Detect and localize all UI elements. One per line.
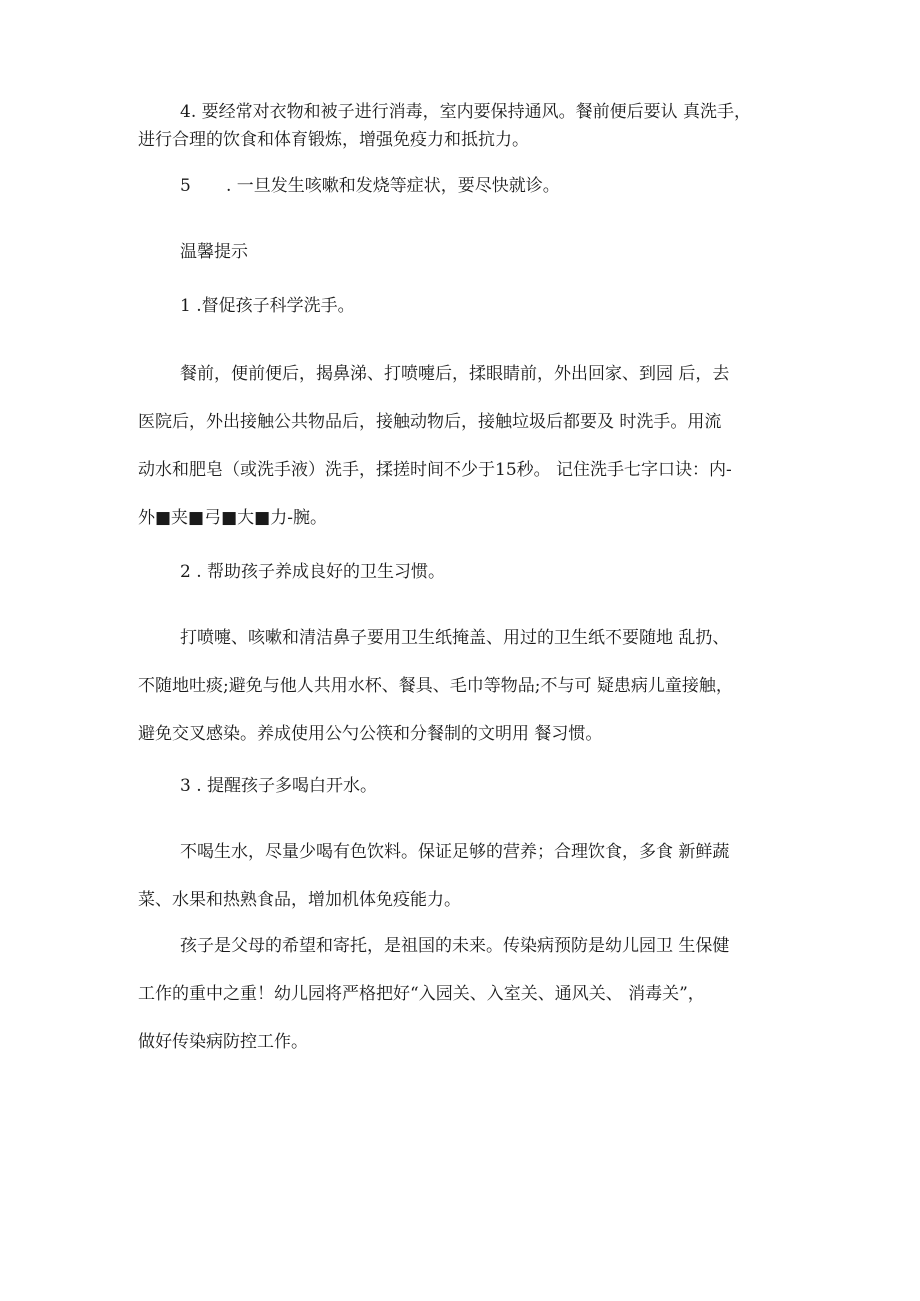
paragraph-line: 避免交叉感染。养成使用公勺公筷和分餐制的文明用 餐习惯。 [138,724,603,744]
paragraph-line: 打喷嚏、咳嗽和清洁鼻子要用卫生纸掩盖、用过的卫生纸不要随地 乱扔、 [180,628,730,648]
tip-heading: 1 .督促孩子科学洗手。 [180,296,355,316]
paragraph-line: 不喝生水，尽量少喝有色饮料。保证足够的营养；合理饮食，多食 新鲜蔬 [180,842,730,862]
tip-3-body [138,842,788,910]
tip-1-heading [138,296,788,316]
paragraph-line: 餐前，便前便后，揭鼻涕、打喷嚏后，揉眼睛前，外出回家、到园 后，去 [180,364,730,384]
item-number: 5 [180,176,191,196]
paragraph-line [138,176,788,196]
tip-1-body [138,364,788,528]
paragraph-item-5 [138,176,788,196]
tip-heading: 3 . 提醒孩子多喝白开水。 [180,776,378,796]
paragraph-line: 不随地吐痰;避免与他人共用水杯、餐具、毛巾等物品;不与可 疑患病儿童接触， [138,676,733,696]
paragraph-line: 做好传染病防控工作。 [138,1032,308,1052]
paragraph-line: 进行合理的饮食和体育锻炼，增强免疫力和抵抗力。 [138,130,529,150]
paragraph-line: 工作的重中之重！幼儿园将严格把好“入园关、入室关、通风关、 消毒关”， [138,984,705,1004]
tip-heading: 2 . 帮助孩子养成良好的卫生习惯。 [180,562,446,582]
section-heading: 温馨提示 [180,242,248,262]
paragraph-line: 动水和肥皂（或洗手液）洗手，揉搓时间不少于15秒。 记住洗手七字口诀：内- [138,460,732,480]
paragraph-line: 菜、水果和热熟食品，增加机体免疫能力。 [138,890,461,910]
item-text: . 一旦发生咳嗽和发烧等症状，要尽快就诊。 [226,176,560,196]
tip-3-heading [138,776,788,796]
paragraph-line: 孩子是父母的希望和寄托，是祖国的未来。传染病预防是幼儿园卫 生保健 [180,936,730,956]
paragraph-line: 外■夹■弓■大■力-腕。 [138,508,327,528]
closing-paragraph [138,936,788,1052]
tips-heading [138,242,788,262]
paragraph-line: 4. 要经常对衣物和被子进行消毒，室内要保持通风。餐前便后要认 真洗手， [180,102,752,122]
paragraph-line: 医院后，外出接触公共物品后，接触动物后，接触垃圾后都要及 时洗手。用流 [138,412,722,432]
tip-2-body [138,628,788,744]
paragraph-item-4 [138,102,788,150]
tip-2-heading [138,562,788,582]
